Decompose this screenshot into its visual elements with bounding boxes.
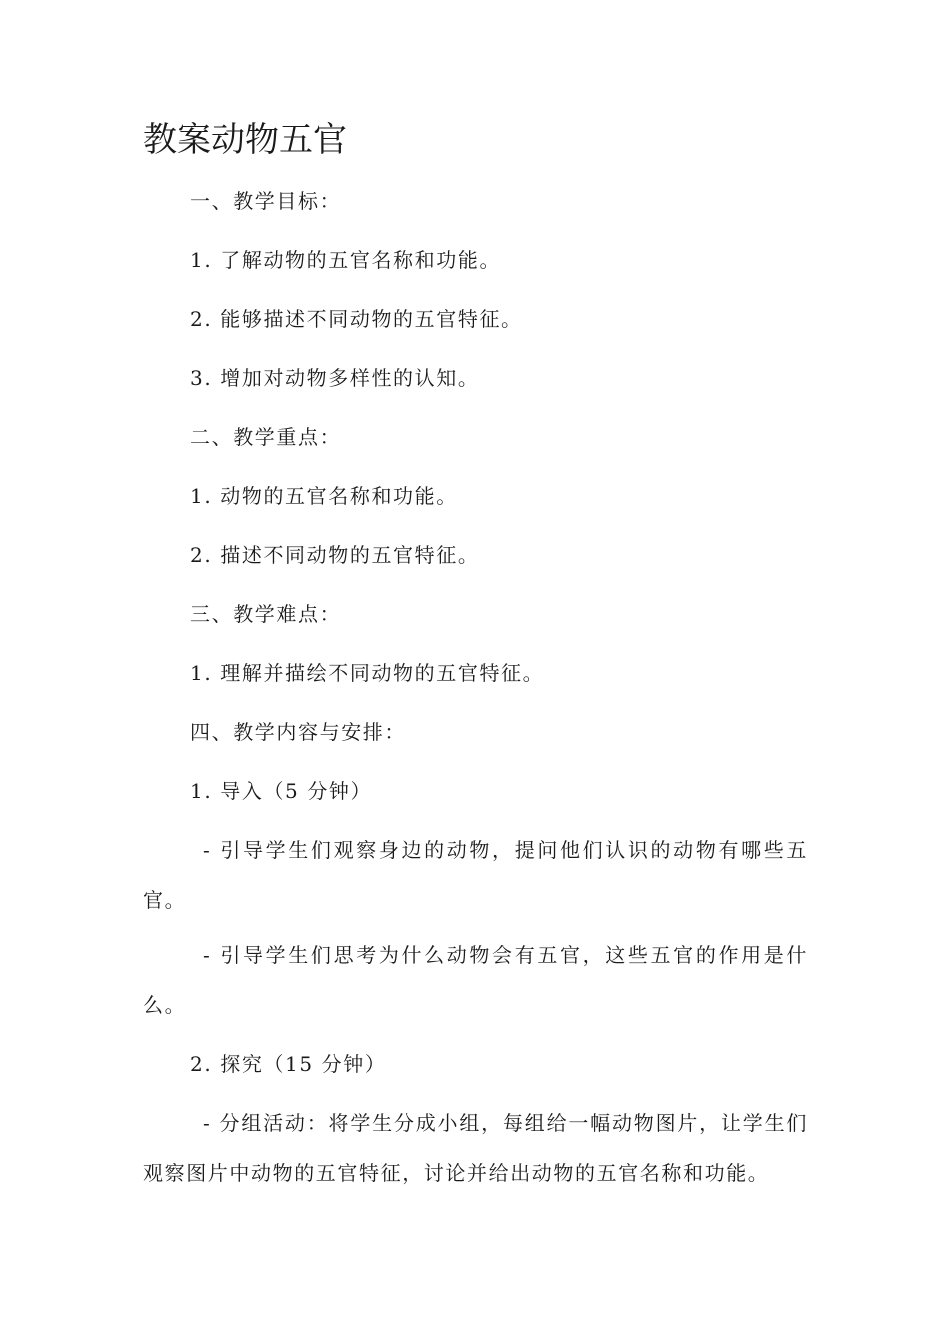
page-title: 教案动物五官	[143, 120, 347, 160]
activity-detail: - 引导学生们思考为什么动物会有五官，这些五官的作用是什么。	[143, 943, 808, 1017]
difficulty-item: 1. 理解并描绘不同动物的五官特征。	[190, 661, 545, 685]
section-heading-content: 四、教学内容与安排：	[190, 720, 406, 744]
activity-detail: - 分组活动：将学生分成小组，每组给一幅动物图片，让学生们观察图片中动物的五官特征，讨论并给出动物的五官名称和功能。	[143, 1111, 808, 1185]
objective-item: 3. 增加对动物多样性的认知。	[190, 366, 480, 390]
activity-detail: - 引导学生们观察身边的动物，提问他们认识的动物有哪些五官。	[143, 838, 808, 912]
key-point-item: 1. 动物的五官名称和功能。	[190, 484, 458, 508]
section-heading-objectives: 一、教学目标：	[190, 189, 342, 213]
activity-heading: 2. 探究（15 分钟）	[190, 1052, 387, 1076]
activity-heading: 1. 导入（5 分钟）	[190, 779, 373, 803]
section-heading-key-points: 二、教学重点：	[190, 425, 342, 449]
section-heading-difficulties: 三、教学难点：	[190, 602, 342, 626]
document-body	[143, 172, 808, 1203]
objective-item: 2. 能够描述不同动物的五官特征。	[190, 307, 523, 331]
key-point-item: 2. 描述不同动物的五官特征。	[190, 543, 480, 567]
objective-item: 1. 了解动物的五官名称和功能。	[190, 248, 502, 272]
